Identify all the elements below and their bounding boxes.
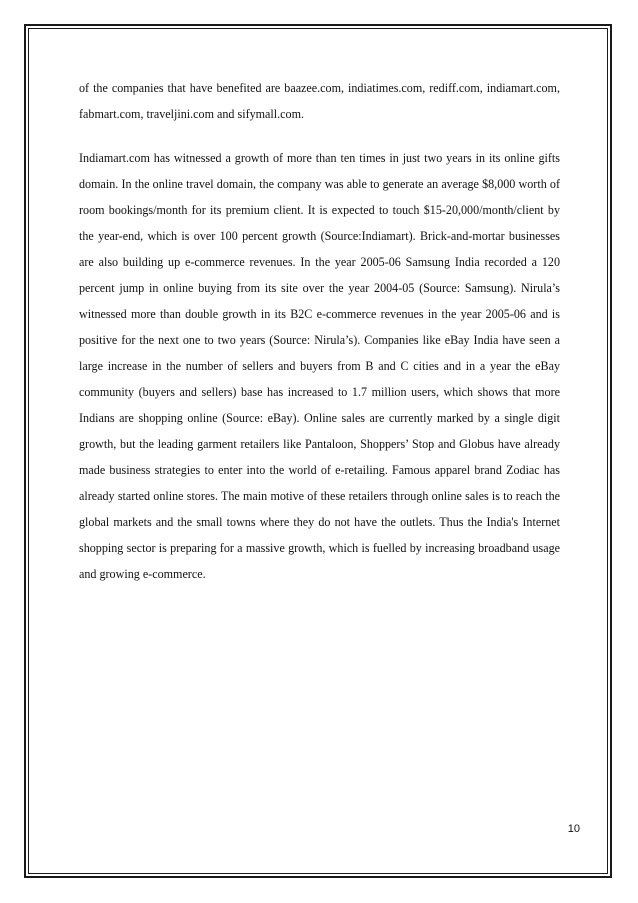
paragraph-ecommerce-growth: Indiamart.com has witnessed a growth of more than ten times in just two years in its online gifts domain. In the online travel domain, the company was able to generate an average $8,000 worth of room bookings/month for its premium client. It is expected to touch $15-20,000/month/client by the year-end, which is over 100 percent growth (Source:Indiamart). Brick-and-mortar businesses are also building up e-commerce revenues. In the year 2005-06 Samsung India recorded a 120 percent jump in online buying from its site over the year 2004-05 (Source: Samsung). Nirula’s witnessed more than double growth in its B2C e-commerce revenues in the year 2005-06 and is positive for the next one to two years (Source: Nirula’s). Companies like eBay India have seen a large increase in the number of sellers and buyers from B and C cities and in a year the eBay community (buyers and sellers) base has increased to 1.7 million users, which shows that more Indians are shopping online (Source: eBay). Online sales are currently marked by a single digit growth, but the leading garment retailers like Pantaloon, Shoppers’ Stop and Globus have already made business strategies to enter into the world of e-retailing. Famous apparel brand Zodiac has already started online stores. The main motive of these retailers through online sales is to reach the global markets and the small towns where they do not have the outlets. Thus the India's Internet shopping sector is preparing for a massive growth, which is fuelled by increasing broadband usage and growing e-commerce. [79,151,560,581]
page-number: 10 [567,823,580,835]
paragraph-companies-benefited: of the companies that have benefited are baazee.com, indiatimes.com, rediff.com, indiamart.com, fabmart.com, traveljini.com and sifymall.com. [79,81,560,121]
